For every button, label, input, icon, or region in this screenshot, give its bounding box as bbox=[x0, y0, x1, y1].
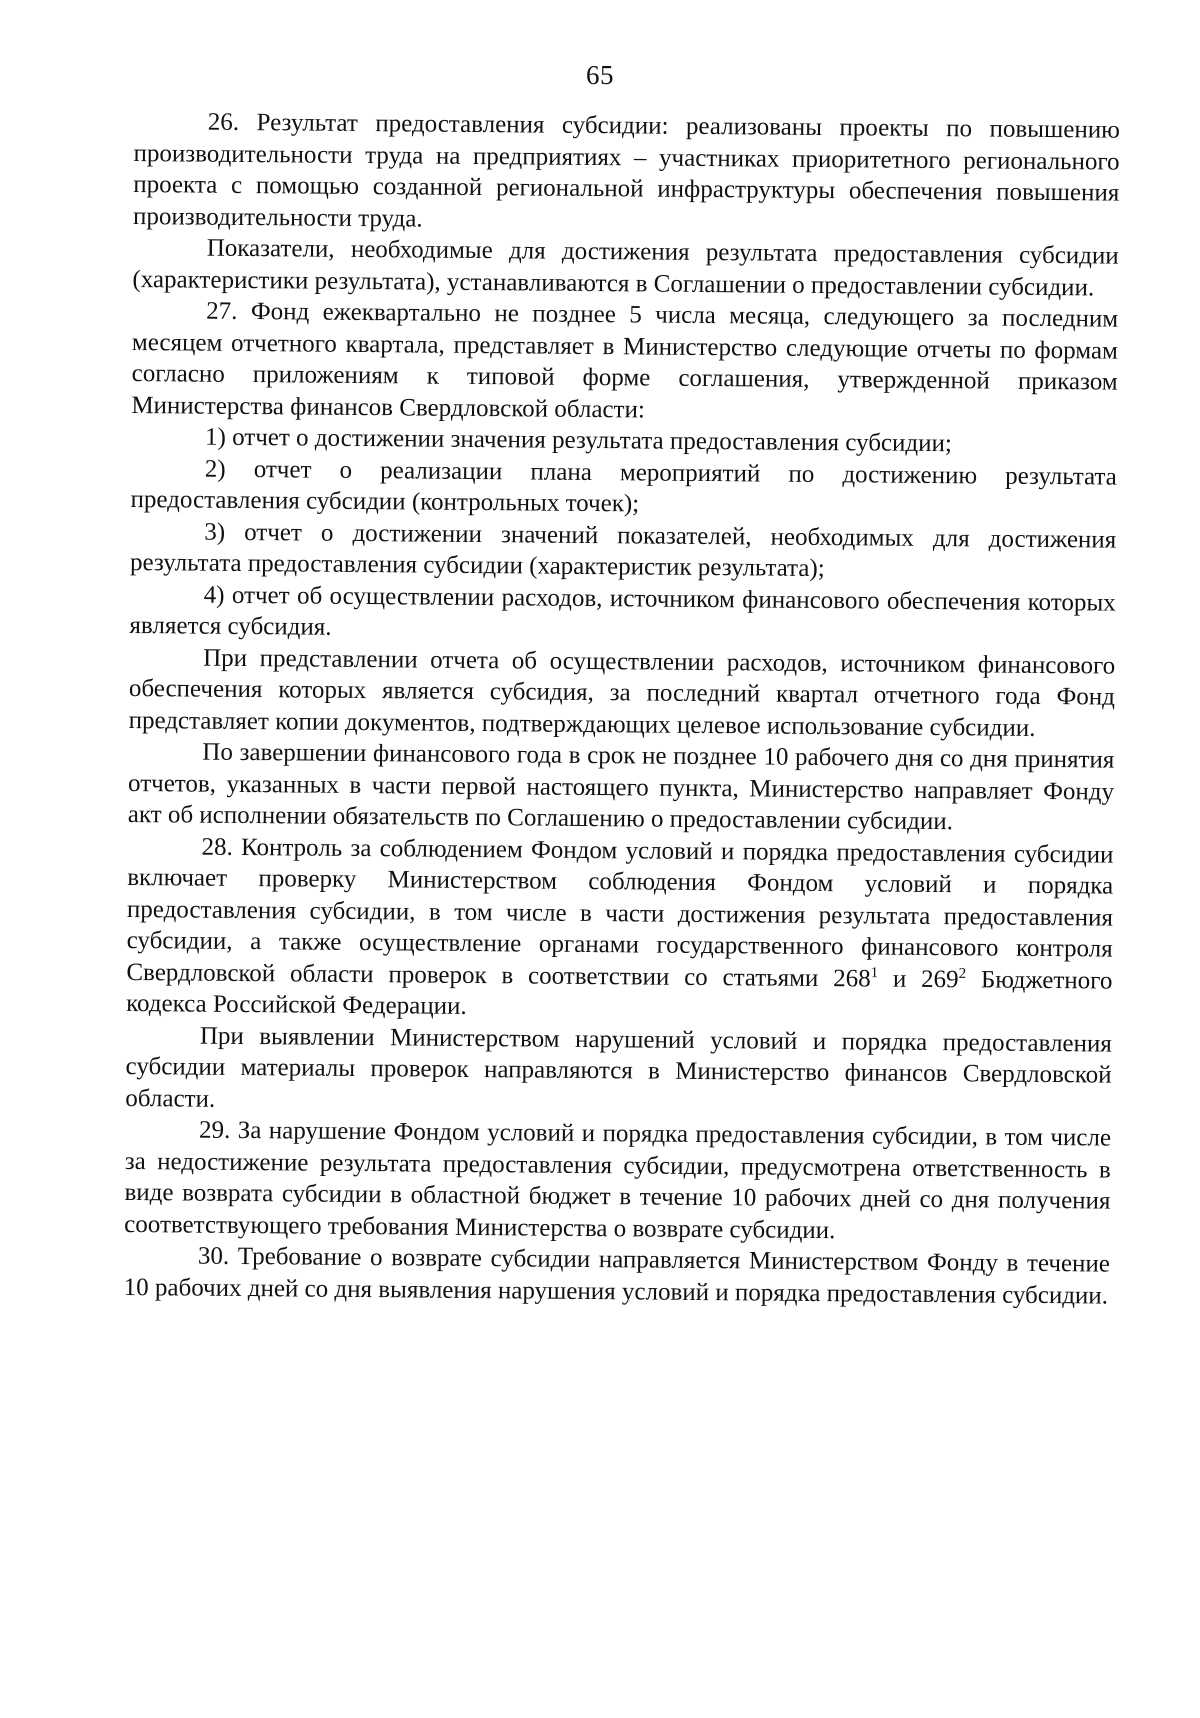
paragraph-28-control bbox=[126, 830, 1114, 1028]
paragraph-indicators: Показатели, необходимые для достижения результата предоставления субсидии (характеристики результата), устанавливаются в Соглашении о предоставлении субсидии. bbox=[132, 234, 1119, 301]
list-item-report-3: 3) отчет о достижении значений показателей, необходимых для достижения результата предоставления субсидии (характеристик результата); bbox=[129, 518, 1117, 583]
superscript-1: 1 bbox=[870, 964, 879, 981]
paragraph-26-result: 26. Результат предоставления субсидии: реализованы проекты по повышению производительности труда на предприятиях – участниках приоритетного регионального проекта с помощью созданной региональной инфраструктуры обеспечения повышения производительности труда. bbox=[132, 108, 1120, 233]
paragraph-violations: При выявлении Министерством нарушений условий и порядка предоставления субсидии материалы проверок направляются в Министерство финансов Свердловской области. bbox=[125, 1022, 1112, 1113]
list-item-report-4: 4) отчет об осуществлении расходов, источником финансового обеспечения которых является субсидия. bbox=[129, 581, 1116, 641]
paragraph-year-end-act: По завершении финансового года в срок не позднее 10 рабочего дня со дня принятия отчетов, указанных в части первой настоящего пункта, Министерство направляет Фонду акт об исполнении обязательств по Соглашению о предоставлении субсидии. bbox=[127, 738, 1115, 836]
paragraph-27-reports: 27. Фонд ежеквартально не позднее 5 числа месяца, следующего за последним месяцем отчетного квартала, представляет в Министерство следующие отчеты по формам согласно приложениям к типовой форме соглашения, утвержденной приказом Министерства финансов Свердловской области: bbox=[131, 297, 1119, 423]
paragraph-28-text-middle: и 269 bbox=[878, 965, 959, 993]
paragraph-28-text-start: 28. Контроль за соблюдением Фондом условий и порядка предоставления субсидии включает проверку Министерством соблюдения Фондом условий и порядка предоставления субсидии, в том числе в части достижения результата предоставления субсидии, а также осуществление органами государственного финансового контроля Свердловской области проверок в соответствии со статьями 268 bbox=[126, 833, 1114, 992]
list-item-report-1: 1) отчет о достижении значения результата предоставления субсидии; bbox=[204, 423, 953, 458]
page-number: 65 bbox=[586, 60, 614, 90]
paragraph-28-text-end: Бюджетного кодекса Российской Федерации. bbox=[126, 965, 1113, 1020]
paragraph-expense-report: При представлении отчета об осуществлении расходов, источником финансового обеспечения которых является субсидия, за последний квартал отчетного года Фонд представляет копии документов, подтверждающих целевое использование субсидии. bbox=[128, 644, 1116, 742]
document-body bbox=[124, 106, 1120, 1312]
paragraph-30-refund-demand: 30. Требование о возврате субсидии направляется Министерством Фонду в течение 10 рабочих дней со дня выявления нарушения условий и порядка предоставления субсидии. bbox=[123, 1242, 1111, 1310]
paragraph-29-liability: 29. За нарушение Фондом условий и порядка предоставления субсидии, в том числе за недостижение результата предоставления субсидии, предусмотрена ответственность в виде возврата субсидии в областной бюджет в течение 10 рабочих дней со дня получения соответствующего требования Министерства о возврате субсидии. bbox=[124, 1116, 1112, 1244]
superscript-2: 2 bbox=[958, 965, 967, 982]
list-item-report-2: 2) отчет о реализации плана мероприятий по достижению результата предоставления субсидии (контрольных точек); bbox=[130, 455, 1117, 518]
